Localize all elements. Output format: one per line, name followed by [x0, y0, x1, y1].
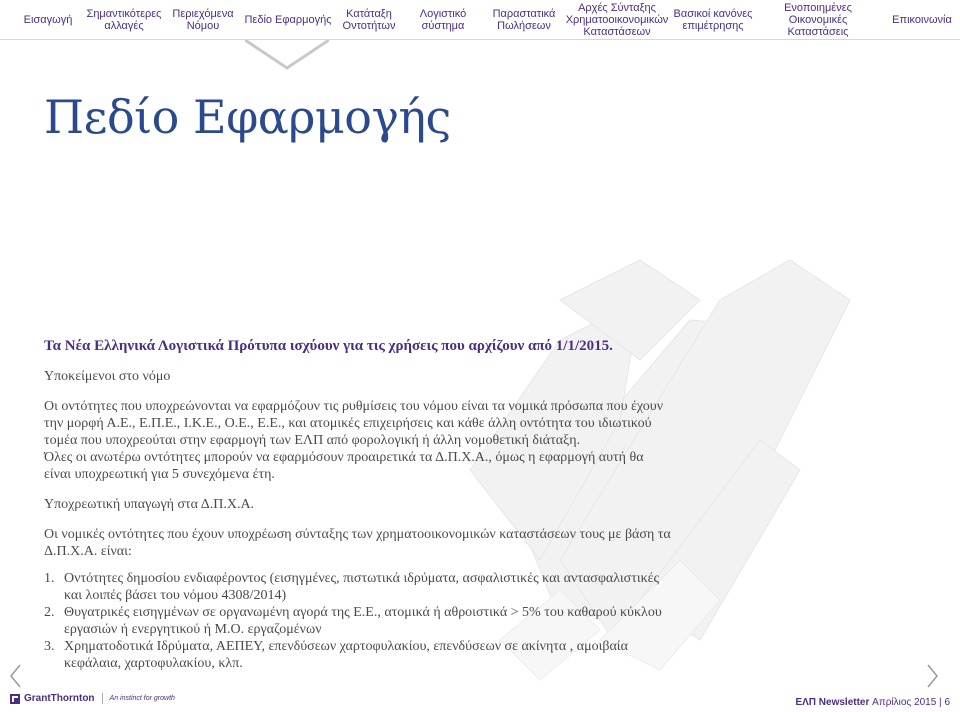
nav-item-accounting-system[interactable]: Λογιστικό σύστημα: [419, 8, 467, 32]
chevron-right-icon[interactable]: [926, 664, 940, 688]
footer-newsletter: ΕΛΠ Newsletter: [795, 697, 870, 708]
mandatory-list: [44, 570, 674, 672]
footer-date: Απρίλιος 2015: [872, 697, 937, 708]
nav-item-consolidated-fs[interactable]: Ενοποιημένες Οικονομικές Καταστάσεις: [784, 2, 852, 38]
nav-item-contact[interactable]: Επικοινωνία: [892, 14, 952, 26]
chevron-left-icon[interactable]: [8, 664, 22, 688]
nav-item-scope[interactable]: Πεδίο Εφαρμογής: [244, 14, 332, 26]
grant-thornton-logo-icon: [10, 694, 20, 704]
nav-item-measurement-rules[interactable]: Βασικοί κανόνες επιμέτρησης: [673, 8, 753, 32]
logo-tagline: An instinct for growth: [109, 695, 175, 702]
list-item: 3. Χρηματοδοτικά Ιδρύματα, ΑΕΠΕΥ, επενδύσεων χαρτοφυλακίου, επενδύσεων σε ακίνητα , αμοιβαία κεφάλαια, χαρτοφυλακίου, κλπ.: [44, 639, 628, 671]
logo-divider: [102, 693, 103, 704]
headline: Τα Νέα Ελληνικά Λογιστικά Πρότυπα ισχύουν για τις χρήσεις που αρχίζουν από 1/1/2015.: [44, 338, 613, 354]
logo-name: GrantThornton: [24, 693, 95, 704]
main-content: [44, 368, 674, 672]
list-item: 2. Θυγατρικές εισηγμένων σε οργανωμένη αγορά της Ε.Ε., ατομικά ή αθροιστικά > 5% του καθαρού κύκλου εργασιών ή ενεργητικού ή Μ.Ο. εργαζομένων: [44, 605, 662, 637]
footer-info: [795, 697, 950, 708]
page-title: Πεδίο Εφαρμογής: [44, 90, 451, 144]
paragraph-mandatory-entities: Οι νομικές οντότητες που έχουν υποχρέωση σύνταξης των χρηματοοικονομικών καταστάσεων τους με βάση τα Δ.Π.Χ.Α. είναι:: [44, 527, 671, 559]
paragraph-entities: Οι οντότητες που υποχρεώνονται να εφαρμόζουν τις ρυθμίσεις του νόμου είναι τα νομικά πρόσωπα που έχουν την μορφή Α.Ε., Ε.Π.Ε., Ι.Κ.Ε., Ο.Ε., Ε.Ε., και ατομικές επιχειρήσεις και κάθε άλλη οντότητα του ιδιωτικού τομέα που υποχρεούται στην εφαρμογή των ΕΛΠ από φορολογική ή άλλη νομοθετική διάταξη.: [44, 399, 664, 448]
company-logo: [10, 693, 175, 704]
footer-separator: |: [939, 697, 942, 708]
nav-item-law-contents[interactable]: Περιεχόμενα Νόμου: [172, 8, 234, 32]
nav-item-sales-documents[interactable]: Παραστατικά Πωλήσεων: [492, 8, 556, 32]
subheading-subject: Υποκείμενοι στο νόμο: [44, 369, 171, 384]
list-item: 1. Οντότητες δημοσίου ενδιαφέροντος (εισηγμένες, πιστωτικά ιδρύματα, ασφαλιστικές και αντασφαλιστικές και λοιπές βάσει του νόμου 4308/2014): [44, 571, 660, 603]
nav-item-entity-classification[interactable]: Κατάταξη Οντοτήτων: [342, 8, 396, 32]
page-number: 6: [944, 697, 950, 708]
nav-item-fs-principles[interactable]: Αρχές Σύνταξης Χρηματοοικονομικών Καταστάσεων: [565, 2, 669, 38]
nav-item-intro[interactable]: Εισαγωγή: [23, 14, 73, 26]
top-navigation: [0, 0, 960, 40]
subheading-mandatory: Υποχρεωτική υπαγωγή στα Δ.Π.Χ.Α.: [44, 497, 255, 512]
active-tab-pointer: [245, 40, 329, 70]
paragraph-optional-ifrs: Όλες οι ανωτέρω οντότητες μπορούν να εφαρμόσουν προαιρετικά τα Δ.Π.Χ.Α., όμως η εφαρμογή αυτή θα είναι υποχρεωτική για 5 συνεχόμενα έτη.: [44, 450, 644, 482]
nav-item-key-changes[interactable]: Σημαντικότερες αλλαγές: [86, 8, 162, 32]
